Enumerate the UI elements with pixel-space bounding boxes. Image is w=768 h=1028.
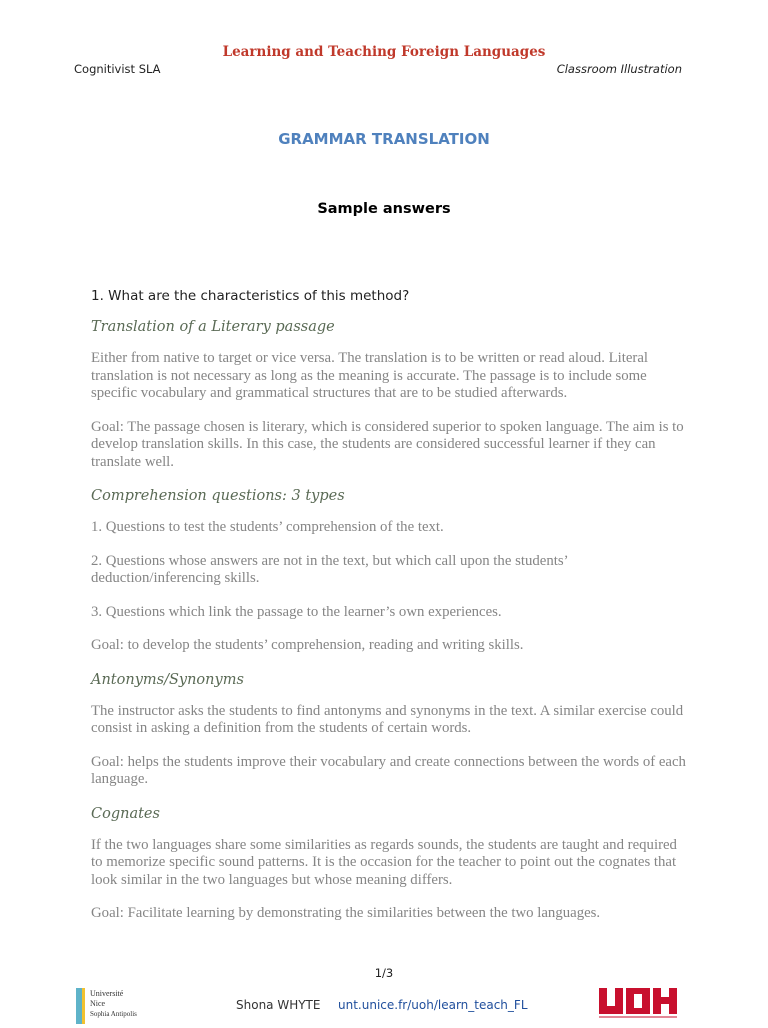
footer-url-link[interactable]: unt.unice.fr/uoh/learn_teach_FL	[338, 998, 528, 1012]
section-heading: Antonyms/Synonyms	[91, 671, 244, 688]
paragraph: 3. Questions which link the passage to the learner’s own experiences.	[91, 603, 502, 620]
section-heading: Cognates	[91, 805, 160, 822]
svg-text:Sophia Antipolis: Sophia Antipolis	[90, 1010, 137, 1018]
header-left: Cognitivist SLA	[74, 62, 161, 76]
svg-text:Nice: Nice	[90, 999, 106, 1008]
paragraph: 2. Questions whose answers are not in the text, but which call upon the students’ deduction/inferencing skills.	[91, 552, 568, 586]
paragraph: The instructor asks the students to find antonyms and synonyms in the text. A similar exercise could consist in asking a definition from the students of certain words.	[91, 702, 684, 736]
document-subtitle: Sample answers	[317, 201, 451, 217]
question: 1. What are the characteristics of this method?	[91, 288, 410, 304]
header-right: Classroom Illustration	[556, 62, 682, 76]
uoh-logo	[597, 986, 679, 1020]
paragraph: If the two languages share some similarities as regards sounds, the students are taught and required to memorize specific sound patterns. It is the occasion for the teacher to point out the cognates that look similar in the two languages but whose meaning differs.	[91, 836, 677, 888]
paragraph: Goal: Facilitate learning by demonstrating the similarities between the two languages.	[91, 905, 601, 921]
svg-text:Université: Université	[90, 989, 124, 998]
paragraph: Either from native to target or vice versa. The translation is to be written or read aloud. Literal translation is not necessary as long as the meaning is accurate. The passage is to include some specific vocabulary and grammatical structures that are to be studied afterwards.	[91, 350, 649, 401]
document-body	[91, 287, 691, 939]
section-heading: Translation of a Literary passage	[91, 319, 335, 335]
section-heading: Comprehension questions: 3 types	[91, 488, 345, 504]
universite-nice-logo	[76, 986, 138, 1024]
paragraph: 1. Questions to test the students’ comprehension of the text.	[91, 519, 444, 535]
footer-author: Shona WHYTE	[236, 998, 321, 1012]
course-title: Learning and Teaching Foreign Languages	[222, 44, 546, 60]
paragraph: Goal: helps the students improve their vocabulary and create connections between the words of each language.	[91, 753, 686, 787]
document-title: GRAMMAR TRANSLATION	[278, 130, 490, 148]
paragraph: Goal: The passage chosen is literary, which is considered superior to spoken language. The aim is to develop translation skills. In this case, the students are considered successful learner if they can translate well.	[91, 418, 684, 470]
page-number: 1/3	[374, 966, 394, 980]
paragraph: Goal: to develop the students’ comprehension, reading and writing skills.	[91, 637, 524, 653]
